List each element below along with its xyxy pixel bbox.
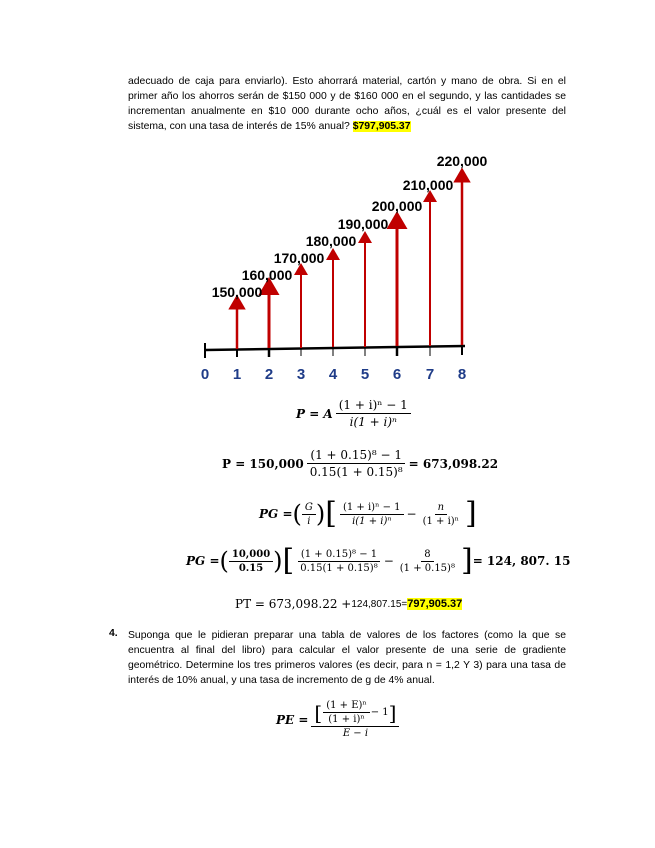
period-label-2: 2 [264,366,274,383]
eq4-minus: − [383,554,394,568]
eq4-lhs: PG = [186,554,220,568]
cash-flow-value-3: 170,000 [273,250,325,266]
eq5-lhs: PT = 673,098.22 + [235,597,352,611]
period-label-7: 7 [425,366,435,383]
timeline-axis [205,346,465,350]
pe-close-bracket: ] [388,700,397,725]
pe-main-fraction [311,700,399,739]
pe-lhs: PE = [276,712,309,727]
pe-inner-minus: − 1 [370,707,389,718]
eq4-g-numerator: 10,000 [229,549,273,562]
period-label-8: 8 [457,366,467,383]
eq3-open-paren: ( [292,500,302,528]
cash-flow-value-6: 200,000 [371,198,423,214]
eq3-close-paren: ) [315,500,326,528]
eq4-numerator-2: 8 [421,549,433,562]
eq4-close-paren: ) [273,547,283,575]
equation-gradient-formula [259,496,477,531]
cash-flow-value-1: 150,000 [211,284,263,300]
eq3-numerator-2: n [435,502,447,515]
eq4-close-bracket: ] [460,543,473,578]
equation-gradient-calc [186,543,571,578]
pe-numerator [311,700,399,727]
period-label-6: 6 [392,366,402,383]
eq4-fraction-2 [397,549,458,574]
intro-text: adecuado de caja para enviarlo). Esto ahorrará material, cartón y mano de obra. Si en el primer año los ahorros serán de $150 000 y de $160 000 en el segundo, y las cantidades se incrementan anualmente en $10 000 durante ocho años, ¿cuál es el valor presente del sistema, con una tasa de interés de 15% anual? [128,76,566,132]
eq3-open-bracket: [ [325,496,337,531]
eq3-numerator-1: (1 + i)ⁿ − 1 [340,502,404,515]
eq3-g-denominator: i [307,515,311,527]
eq4-fraction-1 [297,549,380,574]
eq3-close-bracket: ] [465,496,477,531]
equation-geometric-gradient [276,700,402,739]
eq1-fraction [336,398,411,429]
pe-denominator: E − i [342,728,369,739]
eq2-numerator: (1 + 0.15)⁸ − 1 [307,448,405,464]
eq2-lhs: P = 150,000 [222,456,304,471]
eq3-fraction-2 [420,502,462,527]
eq2-fraction [307,448,406,479]
eq4-numerator-1: (1 + 0.15)⁸ − 1 [298,549,380,562]
problem-4-number: 4. [109,628,118,639]
eq4-g-denominator: 0.15 [238,562,264,574]
eq4-denominator-2: (1 + 0.15)⁸ [399,562,455,574]
equation-present-value-formula [296,398,414,429]
eq5-gradient-value: 124,807.15= [351,598,408,610]
eq3-denominator-1: i(1 + i)ⁿ [352,515,392,527]
eq2-result: = 673,098.22 [408,456,499,471]
cash-flow-value-2: 160,000 [241,267,293,283]
eq5-total-result: 797,905.37 [407,598,463,610]
equation-present-value-calc [222,448,498,479]
period-label-1: 1 [232,366,242,383]
cash-flow-value-4: 180,000 [305,233,357,249]
intro-paragraph [128,74,566,134]
eq1-denominator: i(1 + i)ⁿ [349,415,397,429]
period-label-5: 5 [360,366,370,383]
eq1-numerator: (1 + i)ⁿ − 1 [336,398,411,414]
cash-flow-value-7: 210,000 [402,177,454,193]
period-label-4: 4 [328,366,338,383]
cash-flow-value-5: 190,000 [337,216,389,232]
intro-answer-highlight: $797,905.37 [352,121,411,132]
pe-inner-numerator: (1 + E)ⁿ [323,700,370,713]
pe-inner-denominator: (1 + i)ⁿ [328,714,365,725]
eq3-fraction-1 [340,502,404,527]
pe-open-bracket: [ [314,700,323,725]
problem-4-text: Suponga que le pidieran preparar una tabla de valores de los factores (como la que se encuentra al final del libro) para calcular el valor presente de una serie de gradiente geométrico. Determine los tres primeros valores (es decir, para n = 1,2 Y 3) para una tasa de interés de 10% anual, y una tasa de incremento de g de 4% anual. [128,630,566,686]
cash-flow-value-8: 220,000 [436,153,488,169]
period-label-3: 3 [296,366,306,383]
eq1-lhs: P = A [296,406,333,421]
eq4-result: = 124, 807. 15 [472,554,571,568]
eq4-denominator-1: 0.15(1 + 0.15)⁸ [300,562,378,574]
eq4-open-bracket: [ [282,543,295,578]
period-label-0: 0 [200,366,210,383]
eq3-g-fraction [302,502,316,527]
eq4-g-fraction [229,549,273,574]
eq3-denominator-2: (1 + i)ⁿ [422,515,460,527]
eq3-minus: − [406,507,417,521]
eq2-denominator: 0.15(1 + 0.15)⁸ [309,465,403,479]
pe-inner-fraction [323,700,370,725]
equation-total-present-value [235,597,462,611]
eq3-lhs: PG = [259,507,293,521]
eq4-open-paren: ( [219,547,229,575]
eq3-g-numerator: G [302,502,316,515]
